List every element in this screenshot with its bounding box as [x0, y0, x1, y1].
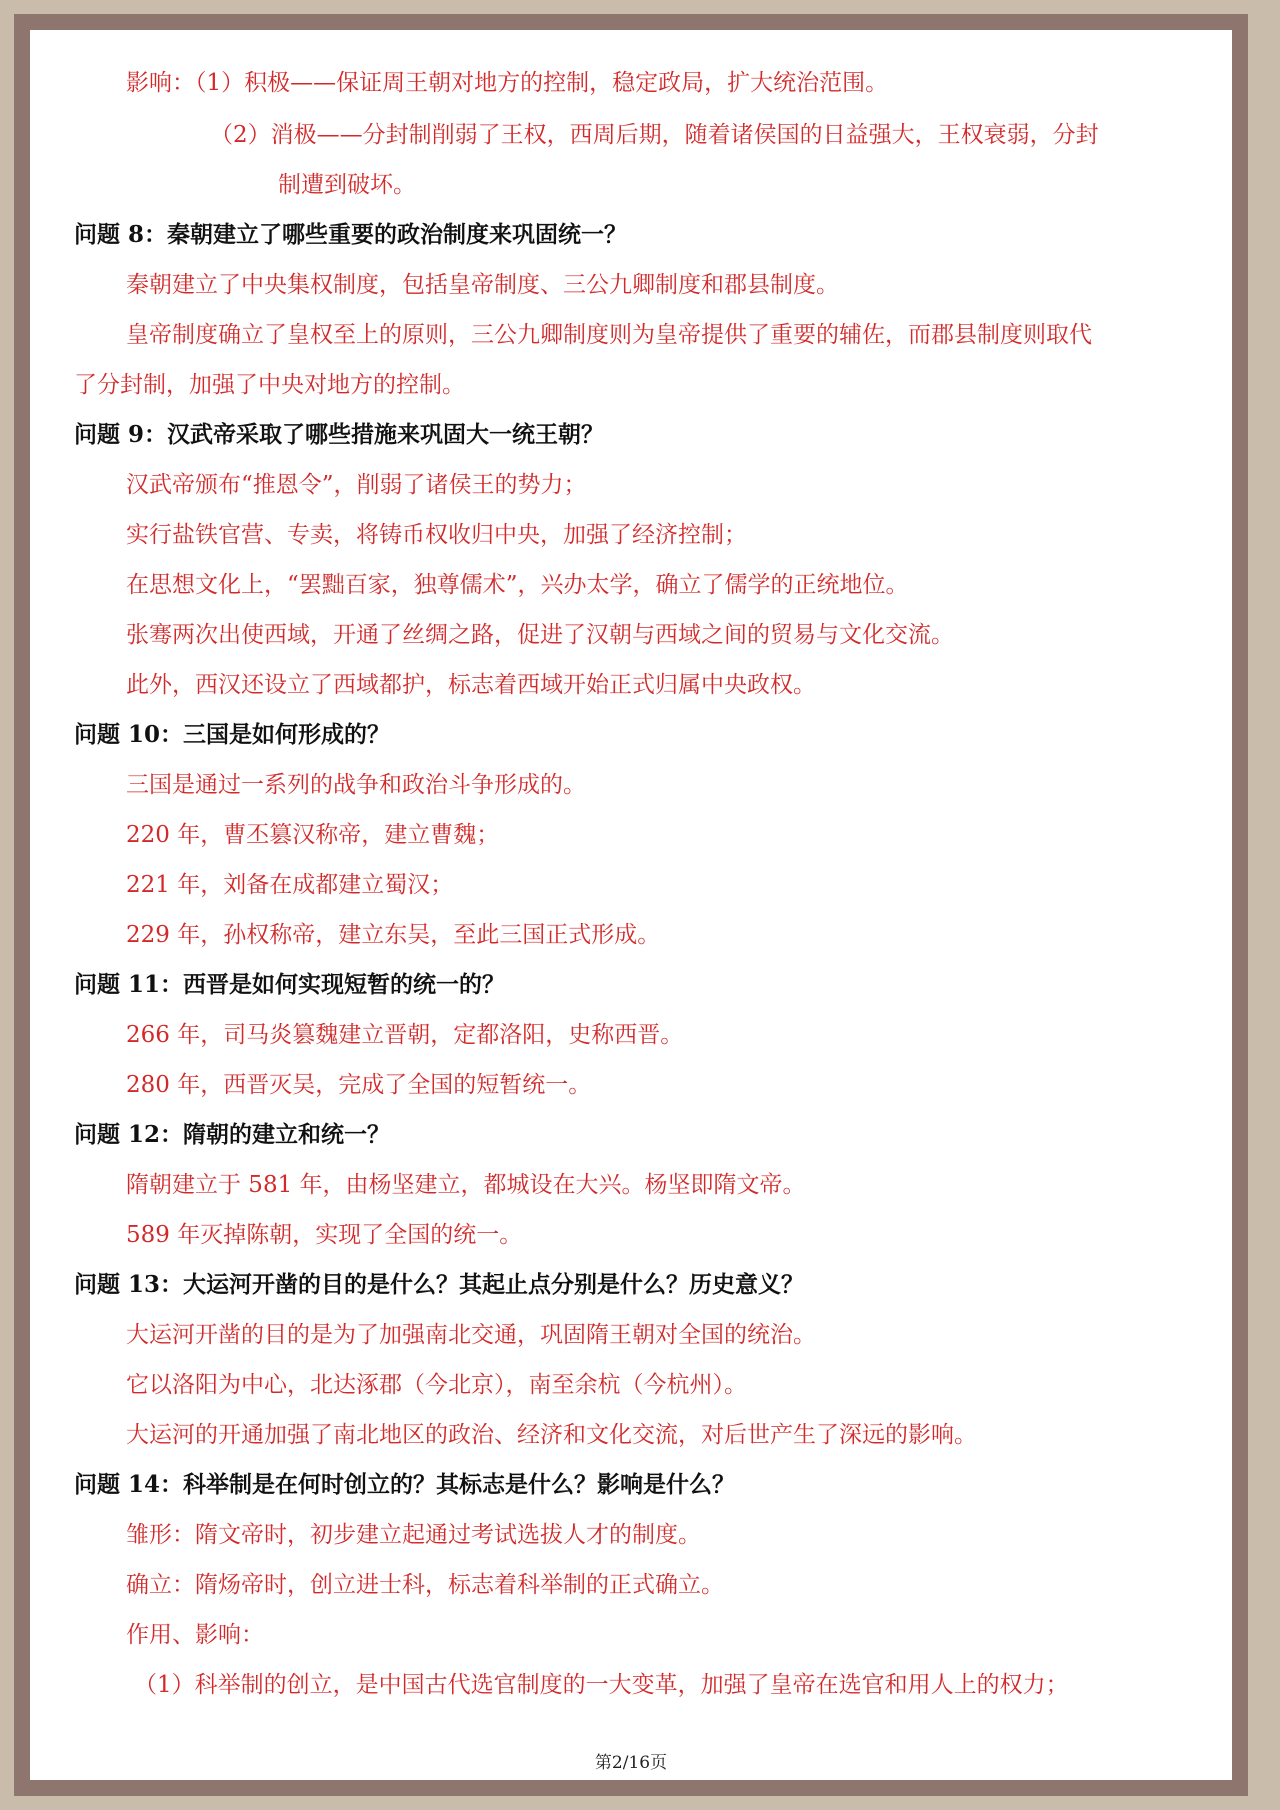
- text-line: 作用、影响：: [126, 1622, 264, 1648]
- question-heading: 问题 11：西晋是如何实现短暂的统一的？: [74, 971, 506, 998]
- text-line: 266 年，司马炎篡魏建立晋朝，定都洛阳，史称西晋。: [126, 1022, 684, 1048]
- text-line: 隋朝建立于 581 年，由杨坚建立，都城设在大兴。杨坚即隋文帝。: [126, 1172, 806, 1198]
- text-line: 确立：隋炀帝时，创立进士科，标志着科举制的正式确立。: [126, 1572, 724, 1598]
- document-page: [30, 30, 1232, 1780]
- text-line: 皇帝制度确立了皇权至上的原则，三公九卿制度则为皇帝提供了重要的辅佐，而郡县制度则取代: [126, 322, 1092, 348]
- text-line: 它以洛阳为中心，北达涿郡（今北京），南至余杭（今杭州）。: [126, 1372, 747, 1398]
- text-line: 雏形：隋文帝时，初步建立起通过考试选拔人才的制度。: [126, 1522, 701, 1548]
- question-heading: 问题 12：隋朝的建立和统一？: [74, 1121, 391, 1148]
- text-line: （2）消极——分封制削弱了王权，西周后期，随着诸侯国的日益强大，王权衰弱，分封: [210, 122, 1099, 148]
- question-heading: 问题 9：汉武帝采取了哪些措施来巩固大一统王朝？: [74, 421, 605, 448]
- page-number: 第2/16页: [594, 1753, 668, 1773]
- text-line: 220 年，曹丕篡汉称帝，建立曹魏；: [126, 822, 500, 848]
- text-line: 229 年，孙权称帝，建立东吴，至此三国正式形成。: [126, 922, 661, 948]
- question-heading: 问题 13：大运河开凿的目的是什么？其起止点分别是什么？历史意义？: [74, 1271, 805, 1298]
- text-line: 实行盐铁官营、专卖，将铸币权收归中央，加强了经济控制；: [126, 522, 747, 548]
- question-heading: 问题 8：秦朝建立了哪些重要的政治制度来巩固统一？: [74, 221, 628, 248]
- question-heading: 问题 14：科举制是在何时创立的？其标志是什么？影响是什么？: [74, 1471, 736, 1498]
- text-line: 在思想文化上，“罢黜百家，独尊儒术”，兴办太学，确立了儒学的正统地位。: [126, 572, 909, 598]
- text-line: 汉武帝颁布“推恩令”，削弱了诸侯王的势力；: [126, 472, 587, 498]
- text-line: 了分封制，加强了中央对地方的控制。: [74, 372, 465, 398]
- text-line: 大运河开凿的目的是为了加强南北交通，巩固隋王朝对全国的统治。: [126, 1322, 816, 1348]
- text-line: 此外，西汉还设立了西域都护，标志着西域开始正式归属中央政权。: [126, 672, 816, 698]
- text-line: 589 年灭掉陈朝，实现了全国的统一。: [126, 1222, 523, 1248]
- text-line: （1）科举制的创立，是中国古代选官制度的一大变革，加强了皇帝在选官和用人上的权力；: [134, 1672, 1069, 1698]
- text-line: 张骞两次出使西域，开通了丝绸之路，促进了汉朝与西域之间的贸易与文化交流。: [126, 622, 954, 648]
- text-line: 221 年，刘备在成都建立蜀汉；: [126, 872, 454, 898]
- text-line: 制遭到破坏。: [278, 172, 416, 198]
- text-line: 三国是通过一系列的战争和政治斗争形成的。: [126, 772, 586, 798]
- text-line: 280 年，西晋灭吴，完成了全国的短暂统一。: [126, 1072, 592, 1098]
- text-line: 大运河的开通加强了南北地区的政治、经济和文化交流，对后世产生了深远的影响。: [126, 1422, 977, 1448]
- text-line: 影响：（1）积极——保证周王朝对地方的控制，稳定政局，扩大统治范围。: [126, 70, 889, 96]
- text-line: 秦朝建立了中央集权制度，包括皇帝制度、三公九卿制度和郡县制度。: [126, 272, 839, 298]
- question-heading: 问题 10：三国是如何形成的？: [74, 721, 391, 748]
